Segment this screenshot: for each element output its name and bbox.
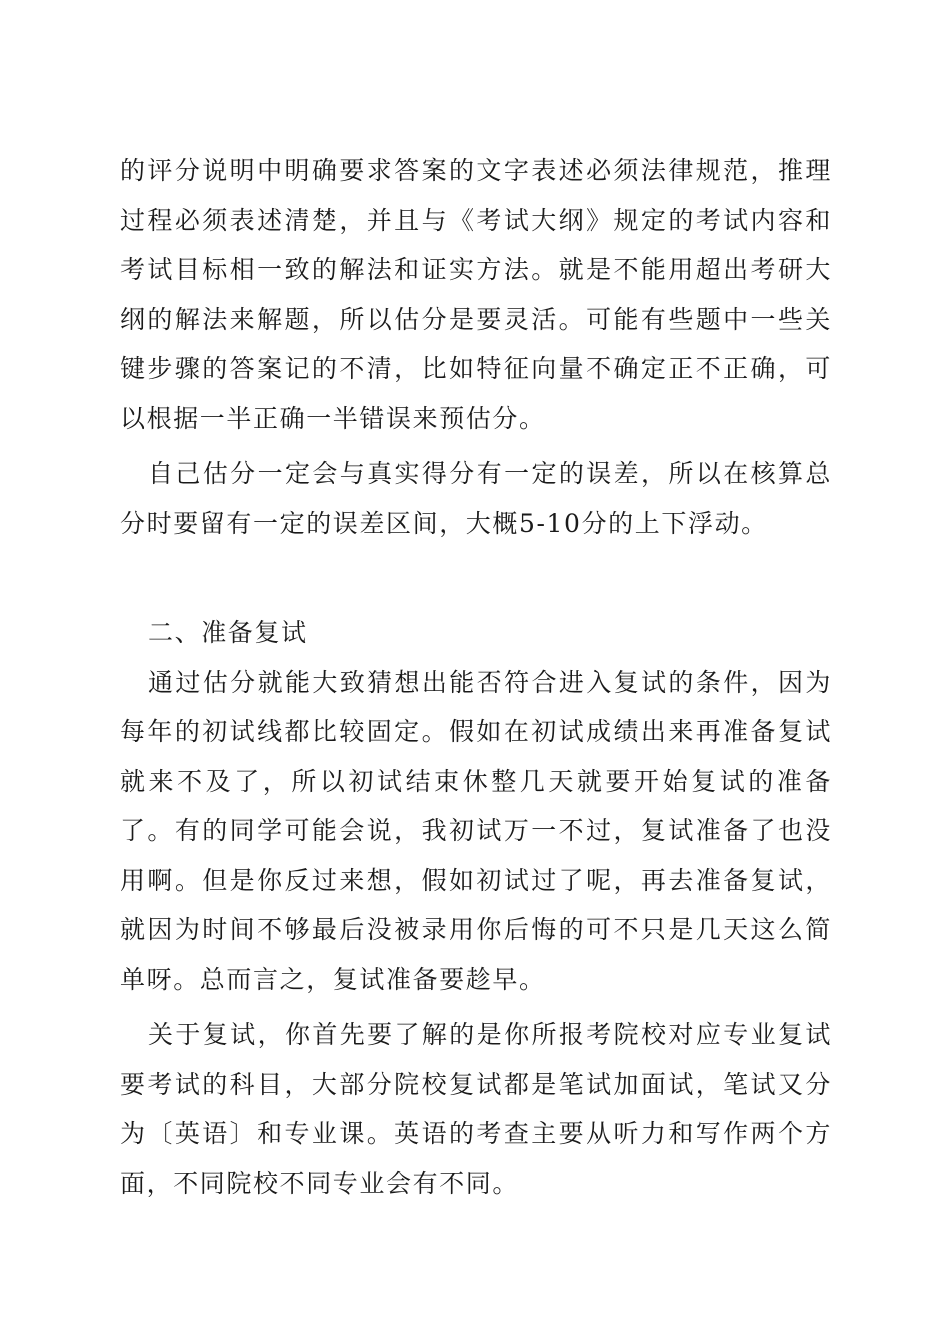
document-body: [120, 146, 832, 1208]
section-spacer: [120, 548, 832, 608]
section-heading: 二、准备复试: [148, 618, 308, 647]
paragraph-score-error-margin: 自己估分一定会与真实得分有一定的误差，所以在核算总分时要留有一定的误差区间，大概5-10分的上下浮动。: [120, 459, 832, 538]
paragraph-scoring-notes: 的评分说明中明确要求答案的文字表述必须法律规范，推理过程必须表述清楚，并且与《考试大纲》规定的考试内容和考试目标相一致的解法和证实方法。就是不能用超出考研大纲的解法来解题，所以估分是要灵活。可能有些题中一些关键步骤的答案记的不清，比如特征向量不确定正不正确，可以根据一半正确一半错误来预估分。: [120, 156, 832, 433]
paragraph-prepare-early: 通过估分就能大致猜想出能否符合进入复试的条件，因为每年的初试线都比较固定。假如在初试成绩出来再准备复试就来不及了，所以初试结束休整几天就要开始复试的准备了。有的同学可能会说，我初试万一不过，复试准备了也没用啊。但是你反过来想，假如初试过了呢，再去准备复试，就因为时间不够最后没被录用你后悔的可不只是几天这么简单呀。总而言之，复试准备要趁早。: [120, 667, 832, 994]
paragraph-retest-subjects: 关于复试，你首先要了解的是你所报考院校对应专业复试要考试的科目，大部分院校复试都是笔试加面试，笔试又分为〔英语〕和专业课。英语的考查主要从听力和写作两个方面，不同院校不同专业会有不同。: [120, 1020, 832, 1198]
